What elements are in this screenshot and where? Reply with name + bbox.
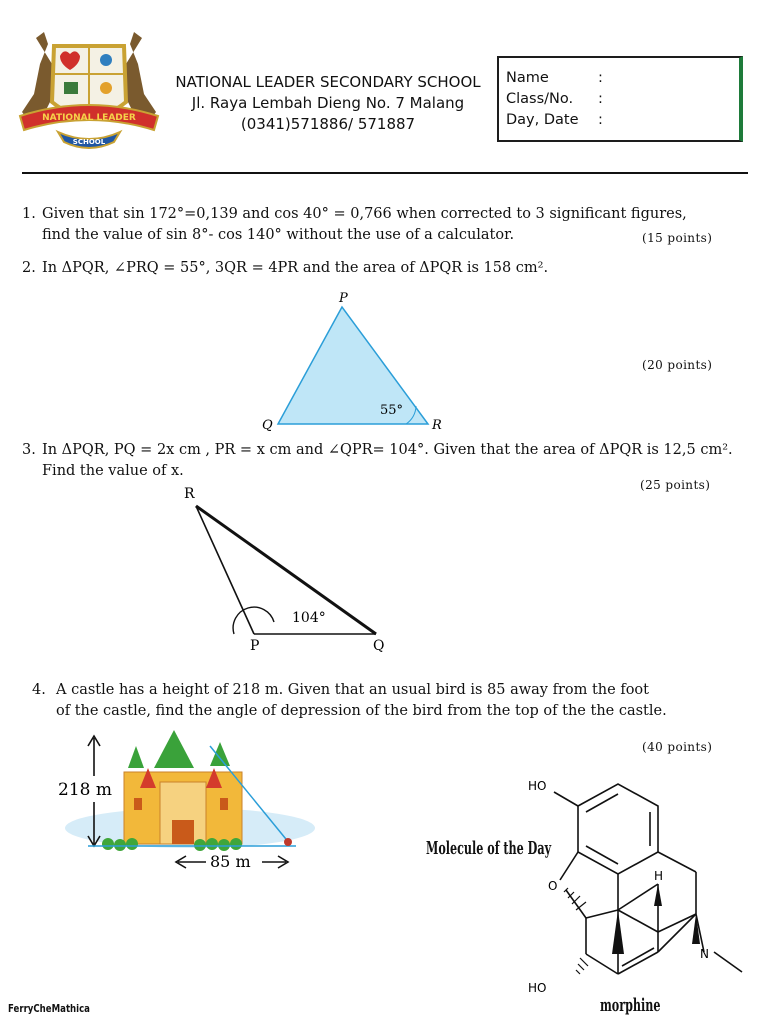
- q2-label-r: R: [432, 418, 442, 433]
- question-4-line-1: A castle has a height of 218 m. Given that an usual bird is 85 away from the foot: [56, 682, 649, 698]
- molecule-name: morphine: [600, 995, 661, 1016]
- q4-height-label: 218 m: [58, 780, 112, 800]
- question-1-line-1: Given that sin 172°=0,139 and cos 40° = 0,766 when corrected to 3 significant figures,: [42, 206, 687, 222]
- molecule-title: Molecule of the Day: [426, 838, 552, 859]
- name-colon: :: [598, 70, 603, 86]
- mol-label-o: O: [548, 879, 558, 893]
- class-colon: :: [598, 91, 603, 107]
- q2-angle-label: 55°: [380, 403, 404, 418]
- question-1-points: (15 points): [642, 231, 713, 245]
- class-label: Class/No.: [506, 91, 574, 107]
- triangle-figure-q2: [250, 286, 460, 436]
- name-label: Name: [506, 70, 549, 86]
- student-id-box: [497, 56, 743, 142]
- footer-credit: FerryCheMathica: [8, 1002, 90, 1015]
- logo-banner-text: NATIONAL LEADER: [42, 113, 136, 123]
- castle-figure-q4: [50, 728, 330, 876]
- header-divider: [22, 172, 748, 174]
- question-4-line-2: of the castle, find the angle of depression of the bird from the top of the the castle.: [56, 703, 667, 719]
- q3-angle-label: 104°: [292, 610, 326, 626]
- question-2-number: 2.: [22, 260, 36, 276]
- question-1-line-2: find the value of sin 8°- cos 140° without the use of a calculator.: [42, 227, 515, 243]
- question-3-line-1: In ΔPQR, PQ = 2x cm , PR = x cm and ∠QPR= 104°. Given that the area of ΔPQR is 12,5 cm².: [42, 442, 733, 458]
- logo-sub-text: SCHOOL: [72, 138, 106, 146]
- mol-label-n: N: [700, 947, 709, 961]
- question-2-points: (20 points): [642, 358, 713, 372]
- triangle-figure-q3: [170, 482, 400, 658]
- q2-label-p: P: [339, 291, 348, 306]
- school-name: NATIONAL LEADER SECONDARY SCHOOL: [175, 73, 481, 91]
- question-3-line-2: Find the value of x.: [42, 463, 184, 479]
- question-4-points: (40 points): [642, 740, 713, 754]
- q3-label-p: P: [250, 638, 260, 654]
- question-2-line-1: In ΔPQR, ∠PRQ = 55°, 3QR = 4PR and the area of ΔPQR is 158 cm².: [42, 260, 549, 276]
- date-colon: :: [598, 112, 603, 128]
- mol-label-ho-top: HO: [528, 779, 547, 793]
- question-3-points: (25 points): [640, 478, 711, 492]
- q3-label-r: R: [184, 486, 195, 502]
- school-phone: (0341)571886/ 571887: [240, 115, 416, 133]
- q3-label-q: Q: [373, 638, 385, 654]
- morphine-structure: [520, 768, 750, 1000]
- mol-label-ho-bottom: HO: [528, 981, 547, 995]
- q4-distance-label: 85 m: [210, 852, 251, 871]
- question-4-number: 4.: [32, 682, 46, 698]
- question-3-number: 3.: [22, 442, 36, 458]
- date-label: Day, Date: [506, 112, 579, 128]
- question-1-number: 1.: [22, 206, 36, 222]
- school-logo: [14, 24, 164, 164]
- q2-label-q: Q: [262, 418, 273, 433]
- mol-label-h: H: [654, 869, 664, 883]
- school-address: Jl. Raya Lembah Dieng No. 7 Malang: [191, 94, 465, 112]
